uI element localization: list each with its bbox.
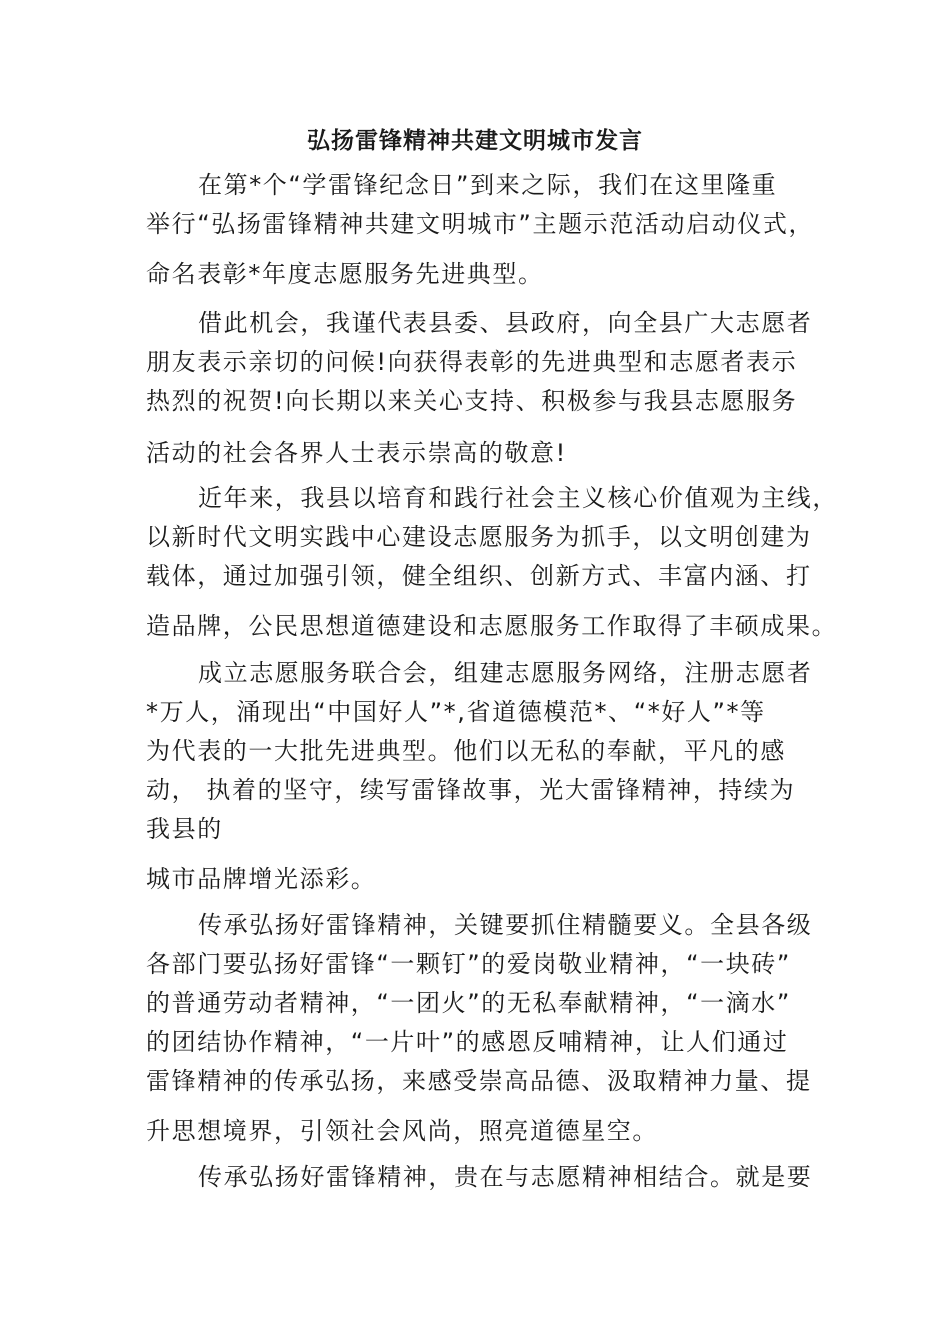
text-line: *万人，涌现出“中国好人”*,省道德模范*、“*好人”*等: [146, 698, 766, 726]
text-line: 造品牌，公民思想道德建设和志愿服务工作取得了丰硕成果。: [146, 612, 838, 640]
text-line: 以新时代文明实践中心建设志愿服务为抓手，以文明创建为: [146, 523, 812, 551]
text-line: 为代表的一大批先进典型。他们以无私的奉献，平凡的感: [146, 737, 786, 765]
text-line: 传承弘扬好雷锋精神，关键要抓住精髓要义。全县各级: [198, 911, 813, 939]
text-line: 传承弘扬好雷锋精神，贵在与志愿精神相结合。就是要: [198, 1163, 813, 1191]
text-line: 的普通劳动者精神，“一团火”的无私奉献精神，“一滴水”: [146, 989, 791, 1017]
text-line: 热烈的祝贺!向长期以来关心支持、积极参与我县志愿服务: [146, 387, 798, 415]
text-line: 我县的: [146, 815, 223, 843]
text-line: 升思想境界，引领社会风尚，照亮道德星空。: [146, 1117, 658, 1145]
text-line: 近年来，我县以培育和践行社会主义核心价值观为主线，: [198, 484, 838, 512]
text-line: 成立志愿服务联合会，组建志愿服务网络，注册志愿者: [198, 659, 813, 687]
text-line: 的团结协作精神，“一片叶”的感恩反哺精神，让人们通过: [146, 1028, 789, 1056]
text-line: 载体，通过加强引领，健全组织、创新方式、丰富内涵、打: [146, 562, 812, 590]
text-line: 雷锋精神的传承弘扬，来感受崇高品德、汲取精神力量、提: [146, 1067, 812, 1095]
text-line: 命名表彰*年度志愿服务先进典型。: [146, 260, 544, 288]
text-line: 朋友表示亲切的问候!向获得表彰的先进典型和志愿者表示: [146, 348, 798, 376]
text-line: 动， 执着的坚守，续写雷锋故事，光大雷锋精神，持续为: [146, 776, 796, 804]
document-title: 弘扬雷锋精神共建文明城市发言: [307, 128, 643, 154]
text-line: 在第*个“学雷锋纪念日”到来之际，我们在这里隆重: [198, 171, 778, 199]
text-line: 借此机会，我谨代表县委、县政府，向全县广大志愿者: [198, 309, 813, 337]
text-line: 举行“弘扬雷锋精神共建文明城市”主题示范活动启动仪式，: [146, 210, 815, 238]
text-line: 各部门要弘扬好雷锋“一颗钉”的爱岗敬业精神，“一块砖”: [146, 950, 791, 978]
text-line: 活动的社会各界人士表示崇高的敬意!: [146, 439, 567, 467]
text-line: 城市品牌增光添彩。: [146, 865, 377, 893]
